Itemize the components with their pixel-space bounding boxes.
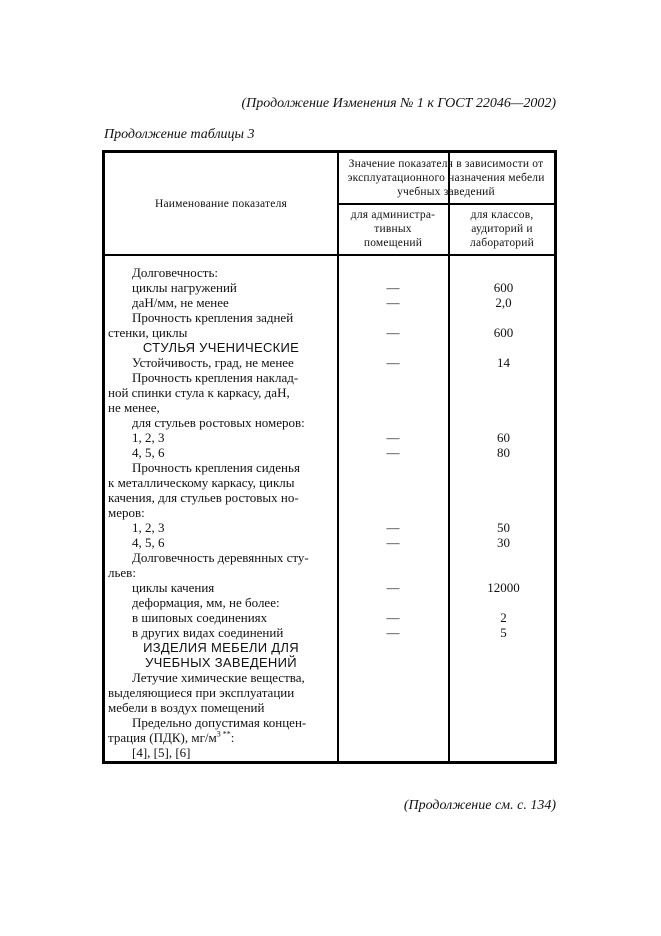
value-classes: 12000 [487, 580, 520, 595]
indicator-name [108, 400, 334, 415]
indicator-text: 4, 5, 6 [132, 445, 165, 460]
table-row [105, 340, 554, 355]
table-row [105, 325, 554, 340]
header-name-column: Наименование показателя [154, 197, 288, 210]
indicator-name [132, 595, 358, 610]
indicator-name [108, 505, 334, 520]
indicator-text: 1, 2, 3 [132, 520, 165, 535]
value-admin: — [386, 610, 400, 625]
value-admin: — [386, 430, 400, 445]
indicator-name [132, 520, 358, 535]
indicator-name [132, 670, 358, 685]
header-value-group [338, 153, 554, 203]
value-admin: — [386, 295, 400, 310]
indicator-name [132, 295, 358, 310]
table-row [105, 265, 554, 280]
table-row [105, 535, 554, 550]
value-admin: — [386, 445, 400, 460]
indicator-name [132, 625, 358, 640]
table-row [105, 520, 554, 535]
value-admin: — [386, 520, 400, 535]
indicator-name [108, 700, 334, 715]
table-caption: Продолжение таблицы 3 [104, 127, 255, 142]
header-admin-column [338, 204, 448, 254]
indicator-text: 1, 2, 3 [132, 430, 165, 445]
indicator-text: в шиповых соединениях [132, 610, 268, 625]
table-row [105, 355, 554, 370]
value-admin: — [386, 325, 400, 340]
header-classes-label: для классов, аудиторий и лабораторий [470, 209, 534, 249]
value-classes: 2,0 [495, 295, 512, 310]
table-row [105, 610, 554, 625]
table-row [105, 580, 554, 595]
header-classes-column [450, 204, 554, 254]
indicator-name [132, 355, 358, 370]
section-heading [105, 340, 337, 355]
value-admin: — [386, 280, 400, 295]
value-classes: 600 [493, 325, 514, 340]
indicator-text: Прочность крепления задней [132, 310, 294, 325]
table-row [105, 685, 554, 700]
value-classes: 50 [497, 520, 510, 535]
indicator-text: Летучие химические вещества, [132, 670, 305, 685]
indicator-text: не менее, [108, 400, 160, 415]
value-admin: — [386, 580, 400, 595]
header-bottom-rule [105, 254, 554, 256]
indicator-text: 4, 5, 6 [132, 535, 165, 550]
value-classes: 2 [500, 610, 507, 625]
indicator-name [132, 310, 358, 325]
indicator-text: Устойчивость, град, не менее [132, 355, 294, 370]
indicator-text: меров: [108, 505, 145, 520]
indicator-text: ИЗДЕЛИЯ МЕБЕЛИ ДЛЯ [143, 640, 299, 655]
table-body [105, 265, 554, 760]
indicator-name [108, 730, 334, 745]
value-admin: — [386, 625, 400, 640]
indicator-text: льев: [108, 565, 136, 580]
table-row [105, 700, 554, 715]
table-row [105, 310, 554, 325]
table-row [105, 505, 554, 520]
value-classes: 5 [500, 625, 507, 640]
indicator-name [132, 460, 358, 475]
value-classes: 14 [497, 355, 510, 370]
value-classes: 600 [493, 280, 514, 295]
indicator-name [132, 610, 358, 625]
indicator-text: для стульев ростовых номеров: [132, 415, 305, 430]
indicator-text: СТУЛЬЯ УЧЕНИЧЕСКИЕ [142, 340, 300, 355]
indicator-name [108, 475, 334, 490]
indicator-text: даН/мм, не менее [132, 295, 229, 310]
indicator-name [132, 415, 358, 430]
indicator-name [108, 565, 334, 580]
indicator-text: выделяющиеся при эксплуатации [108, 685, 295, 700]
indicator-name [132, 370, 358, 385]
standards-table [102, 150, 557, 764]
table-row [105, 415, 554, 430]
table-row [105, 670, 554, 685]
header-admin-label: для администра-тивных помещений [350, 209, 436, 249]
value-admin: — [386, 535, 400, 550]
table-row [105, 745, 554, 760]
indicator-name [108, 685, 334, 700]
indicator-text: УЧЕБНЫХ ЗАВЕДЕНИЙ [145, 655, 297, 670]
table-row [105, 430, 554, 445]
table-row [105, 565, 554, 580]
indicator-text: мебели в воздух помещений [108, 700, 265, 715]
indicator-text: к металлическому каркасу, циклы [108, 475, 295, 490]
suffix: : [230, 730, 235, 745]
table-row [105, 655, 554, 670]
table-row [105, 280, 554, 295]
indicator-text: Предельно допустимая концен- [132, 715, 307, 730]
indicator-name [132, 280, 358, 295]
indicator-name [132, 430, 358, 445]
indicator-text: деформация, мм, не более: [132, 595, 280, 610]
value-classes: 30 [497, 535, 510, 550]
header-value-group-label: Значение показателя в зависимости от эксплуатационного назначения мебели учебных заведений [347, 158, 545, 198]
section-heading [105, 655, 337, 670]
table-row [105, 595, 554, 610]
indicator-text: [4], [5], [6] [132, 745, 191, 760]
indicator-text: Долговечность: [132, 265, 219, 280]
indicator-name [108, 325, 334, 340]
table-row [105, 625, 554, 640]
table-row [105, 400, 554, 415]
table-row [105, 550, 554, 565]
table-row [105, 640, 554, 655]
value-admin: — [386, 355, 400, 370]
indicator-text: ной спинки стула к каркасу, даН, [108, 385, 290, 400]
indicator-text: циклы качения [132, 580, 215, 595]
indicator-text: стенки, циклы [108, 325, 188, 340]
indicator-name [132, 745, 358, 760]
table-row [105, 460, 554, 475]
section-heading [105, 640, 337, 655]
indicator-name [132, 445, 358, 460]
table-row [105, 715, 554, 730]
table-row [105, 385, 554, 400]
indicator-name [132, 715, 358, 730]
indicator-text: Прочность крепления сиденья [132, 460, 300, 475]
table-row [105, 295, 554, 310]
table-row [105, 475, 554, 490]
table-row [105, 730, 554, 745]
indicator-name [132, 580, 358, 595]
indicator-name [108, 490, 334, 505]
indicator-text: трация (ПДК), мг/м [108, 730, 217, 745]
indicator-text: циклы нагружений [132, 280, 237, 295]
table-row [105, 370, 554, 385]
indicator-name [132, 265, 358, 280]
indicator-text: Прочность крепления наклад- [132, 370, 299, 385]
continuation-note: (Продолжение см. с. 134) [403, 798, 556, 813]
running-head: (Продолжение Изменения № 1 к ГОСТ 22046—2002) [241, 96, 556, 111]
indicator-name [108, 385, 334, 400]
indicator-text: в других видах соединений [132, 625, 284, 640]
superscript: 3 ** [216, 729, 231, 739]
value-classes: 80 [497, 445, 510, 460]
indicator-text: качения, для стульев ростовых но- [108, 490, 299, 505]
indicator-text: Долговечность деревянных сту- [132, 550, 309, 565]
indicator-name [132, 550, 358, 565]
indicator-name [132, 535, 358, 550]
table-row [105, 445, 554, 460]
value-classes: 60 [497, 430, 510, 445]
table-row [105, 490, 554, 505]
